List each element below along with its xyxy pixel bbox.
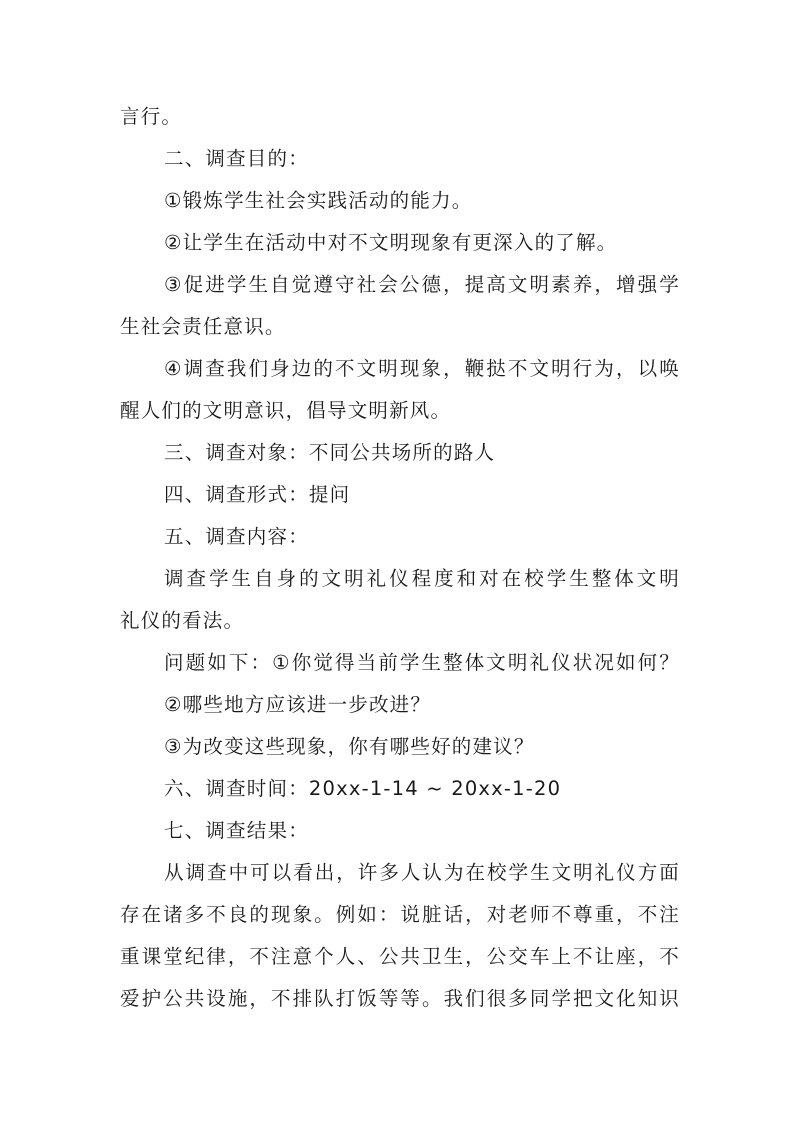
question-line: 问题如下：①你觉得当前学生整体文明礼仪状况如何？ bbox=[164, 651, 680, 674]
paragraph-line: 从调查中可以看出，许多人认为在校学生文明礼仪方面 bbox=[164, 861, 680, 884]
section-heading: 七、调查结果： bbox=[164, 819, 309, 842]
text-line: 醒人们的文明意识，倡导文明新风。 bbox=[120, 399, 452, 422]
section-heading: 二、调查目的： bbox=[164, 147, 309, 170]
list-item: ①锻炼学生社会实践活动的能力。 bbox=[164, 189, 473, 212]
paragraph-line: 爱护公共设施，不排队打饭等等。我们很多同学把文化知识 bbox=[120, 987, 680, 1010]
list-item: ③促进学生自觉遵守社会公德，提高文明素养，增强学 bbox=[164, 273, 680, 296]
list-item: ④调查我们身边的不文明现象，鞭挞不文明行为，以唤 bbox=[164, 357, 680, 380]
paragraph-line: 调查学生自身的文明礼仪程度和对在校学生整体文明 bbox=[164, 567, 680, 590]
text-line: 礼仪的看法。 bbox=[120, 609, 245, 632]
section-heading: 三、调查对象：不同公共场所的路人 bbox=[164, 441, 496, 464]
question-line: ②哪些地方应该进一步改进？ bbox=[164, 693, 432, 716]
paragraph-line: 重课堂纪律，不注意个人、公共卫生，公交车上不让座，不 bbox=[120, 945, 680, 968]
section-heading: 四、调查形式：提问 bbox=[164, 483, 351, 506]
paragraph-line: 存在诸多不良的现象。例如：说脏话，对老师不尊重，不注 bbox=[120, 903, 680, 926]
text-line: 生社会责任意识。 bbox=[120, 315, 286, 338]
list-item: ②让学生在活动中对不文明现象有更深入的了解。 bbox=[164, 231, 618, 254]
question-line: ③为改变这些现象，你有哪些好的建议？ bbox=[164, 735, 535, 758]
text-line: 言行。 bbox=[120, 105, 183, 128]
section-heading: 六、调查时间：20xx-1-14 ~ 20xx-1-20 bbox=[164, 777, 562, 800]
section-heading: 五、调查内容： bbox=[164, 525, 309, 548]
